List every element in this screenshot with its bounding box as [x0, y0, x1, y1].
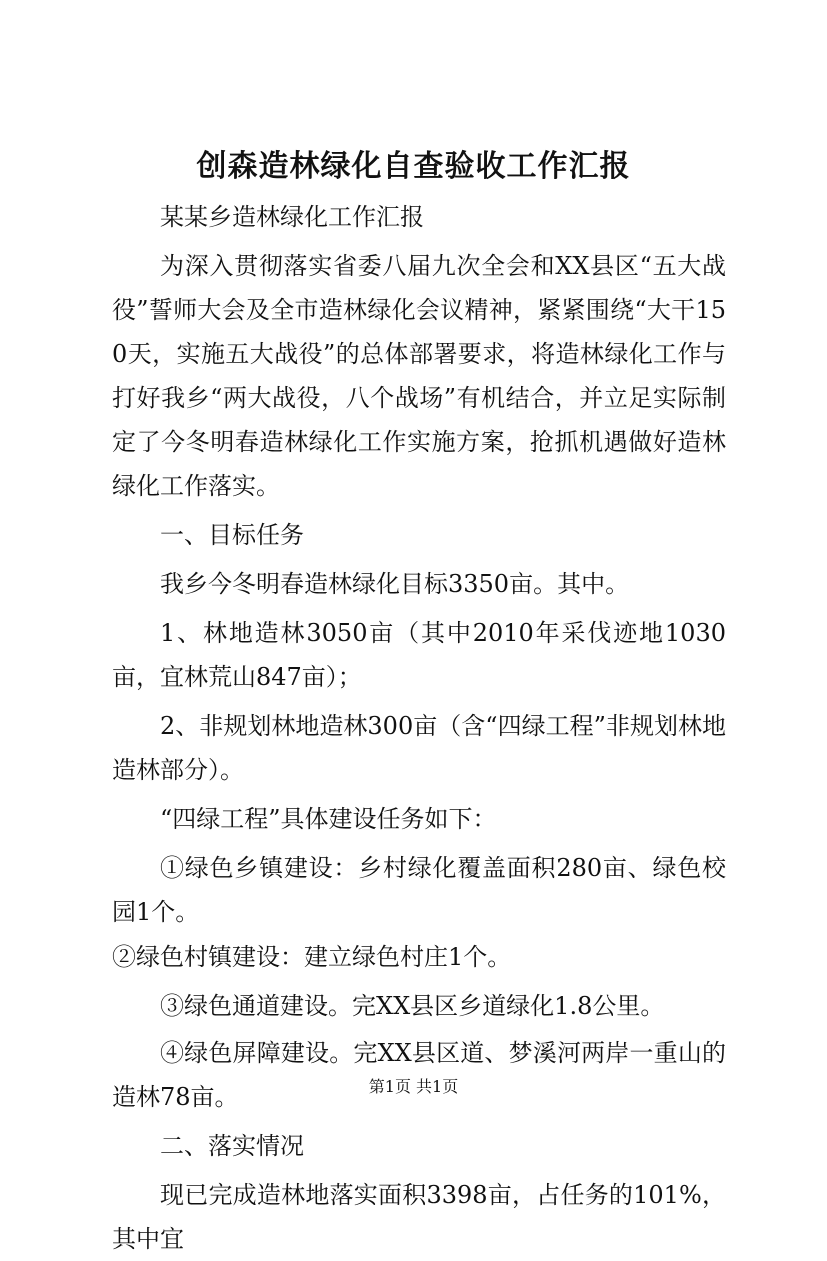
paragraph-subtitle: 某某乡造林绿化工作汇报: [160, 203, 424, 231]
page-number: 第1页 共1页: [368, 1077, 459, 1096]
section-heading-goals: 一、目标任务: [160, 521, 304, 549]
paragraph-four-green-item-1: ①绿色乡镇建设：乡村绿化覆盖面积280亩、绿色校园1个。: [112, 854, 726, 926]
section-heading-progress: 二、落实情况: [160, 1132, 304, 1160]
paragraph-intro: 为深入贯彻落实省委八届九次全会和XX县区“五大战役”誓师大会及全市造林绿化会议精神，紧紧围绕“大干150天，实施五大战役”的总体部署要求，将造林绿化工作与打好我乡“两大战役，八个战场”有机结合，并立足实际制定了今冬明春造林绿化工作实施方案，抢抓机遇做好造林绿化工作落实。: [112, 252, 726, 500]
paragraph-four-green-item-4: ④绿色屏障建设。完XX县区道、梦溪河两岸一重山的造林78亩。: [112, 1039, 726, 1111]
paragraph-four-green-heading: “四绿工程”具体建设任务如下：: [160, 805, 497, 833]
document-title: 创森造林绿化自查验收工作汇报: [196, 149, 631, 184]
paragraph-goal-total: 我乡今冬明春造林绿化目标3350亩。其中。: [160, 570, 630, 598]
paragraph-four-green-item-3: ③绿色通道建设。完XX县区乡道绿化1.8公里。: [160, 992, 665, 1020]
paragraph-goal-item-1: 1、林地造林3050亩（其中2010年采伐迹地1030亩，宜林荒山847亩）；: [112, 619, 726, 691]
paragraph-progress: 现已完成造林地落实面积3398亩，占任务的101%，其中宜: [112, 1181, 726, 1253]
paragraph-four-green-item-2: ②绿色村镇建设：建立绿色村庄1个。: [112, 943, 512, 971]
document-body: [112, 195, 726, 1261]
paragraph-goal-item-2: 2、非规划林地造林300亩（含“四绿工程”非规划林地造林部分）。: [112, 712, 726, 784]
